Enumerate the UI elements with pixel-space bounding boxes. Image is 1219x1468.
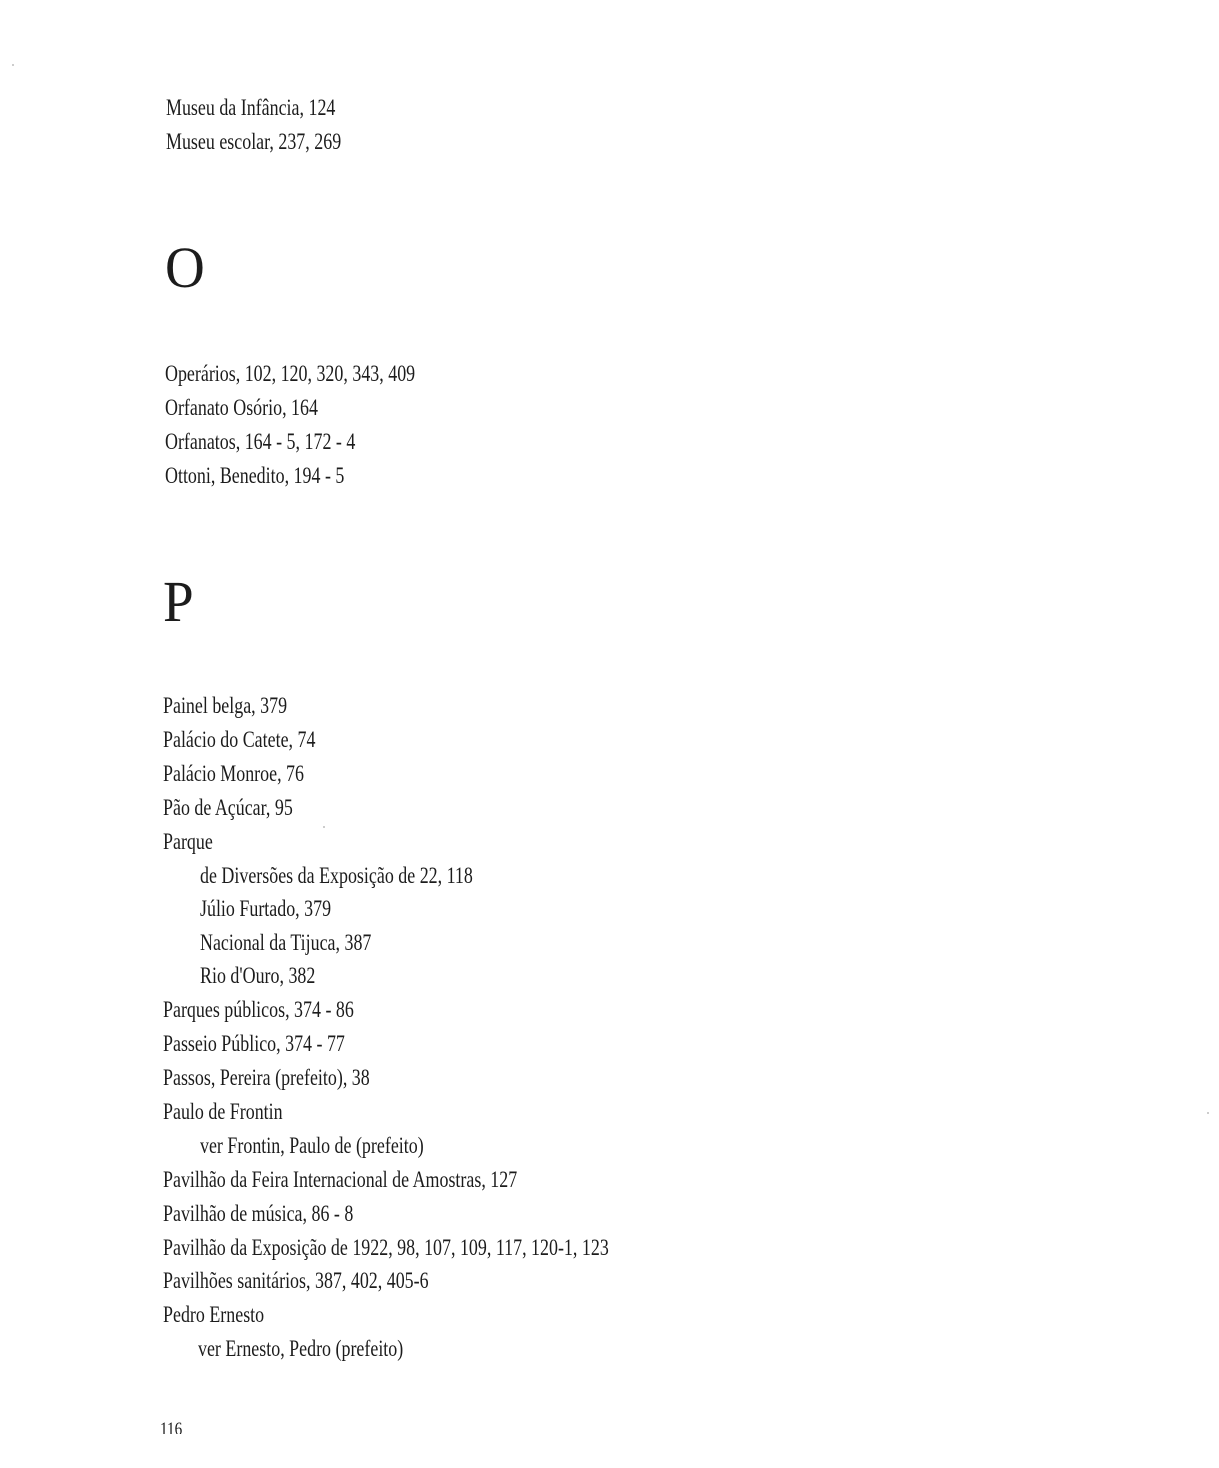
index-entry: Museu da Infância, 124 [166,95,336,120]
index-subentry: Rio d'Ouro, 382 [200,963,316,988]
index-entry: Parque [163,829,213,854]
index-entry: Operários, 102, 120, 320, 343, 409 [165,361,416,386]
index-entry: Ottoni, Benedito, 194 - 5 [165,463,345,488]
index-entry: Pedro Ernesto [163,1302,265,1327]
index-entry: Palácio Monroe, 76 [163,761,304,786]
index-subentry: ver Ernesto, Pedro (prefeito) [198,1336,404,1361]
index-entry: Painel belga, 379 [163,693,288,718]
index-entry: Pavilhões sanitários, 387, 402, 405-6 [163,1268,429,1293]
section-letter-p: P [163,569,194,634]
index-entry: Orfanato Osório, 164 [165,395,318,420]
index-subentry: Nacional da Tijuca, 387 [200,930,372,955]
index-entry: Passos, Pereira (prefeito), 38 [163,1065,370,1090]
index-entry: Parques públicos, 374 - 86 [163,997,354,1022]
index-entry: Pavilhão de música, 86 - 8 [163,1201,354,1226]
scan-speck [1207,1112,1209,1114]
index-subentry: Júlio Furtado, 379 [200,896,332,921]
index-entry: Pavilhão da Feira Internacional de Amostras, 127 [163,1167,518,1192]
index-entry: Passeio Público, 374 - 77 [163,1031,345,1056]
index-entry: Paulo de Frontin [163,1099,283,1124]
index-entry: Pavilhão da Exposição de 1922, 98, 107, 109, 117, 120-1, 123 [163,1235,609,1260]
scan-speck [323,826,325,828]
page-number: 116 [160,1420,183,1434]
index-entry: Orfanatos, 164 - 5, 172 - 4 [165,429,356,454]
index-entry: Pão de Açúcar, 95 [163,795,293,820]
section-letter-o: O [165,235,205,300]
scan-speck [12,64,14,66]
index-subentry: de Diversões da Exposição de 22, 118 [200,863,473,888]
index-subentry: ver Frontin, Paulo de (prefeito) [200,1133,424,1158]
index-entry: Palácio do Catete, 74 [163,727,316,752]
index-entry: Museu escolar, 237, 269 [166,129,342,154]
